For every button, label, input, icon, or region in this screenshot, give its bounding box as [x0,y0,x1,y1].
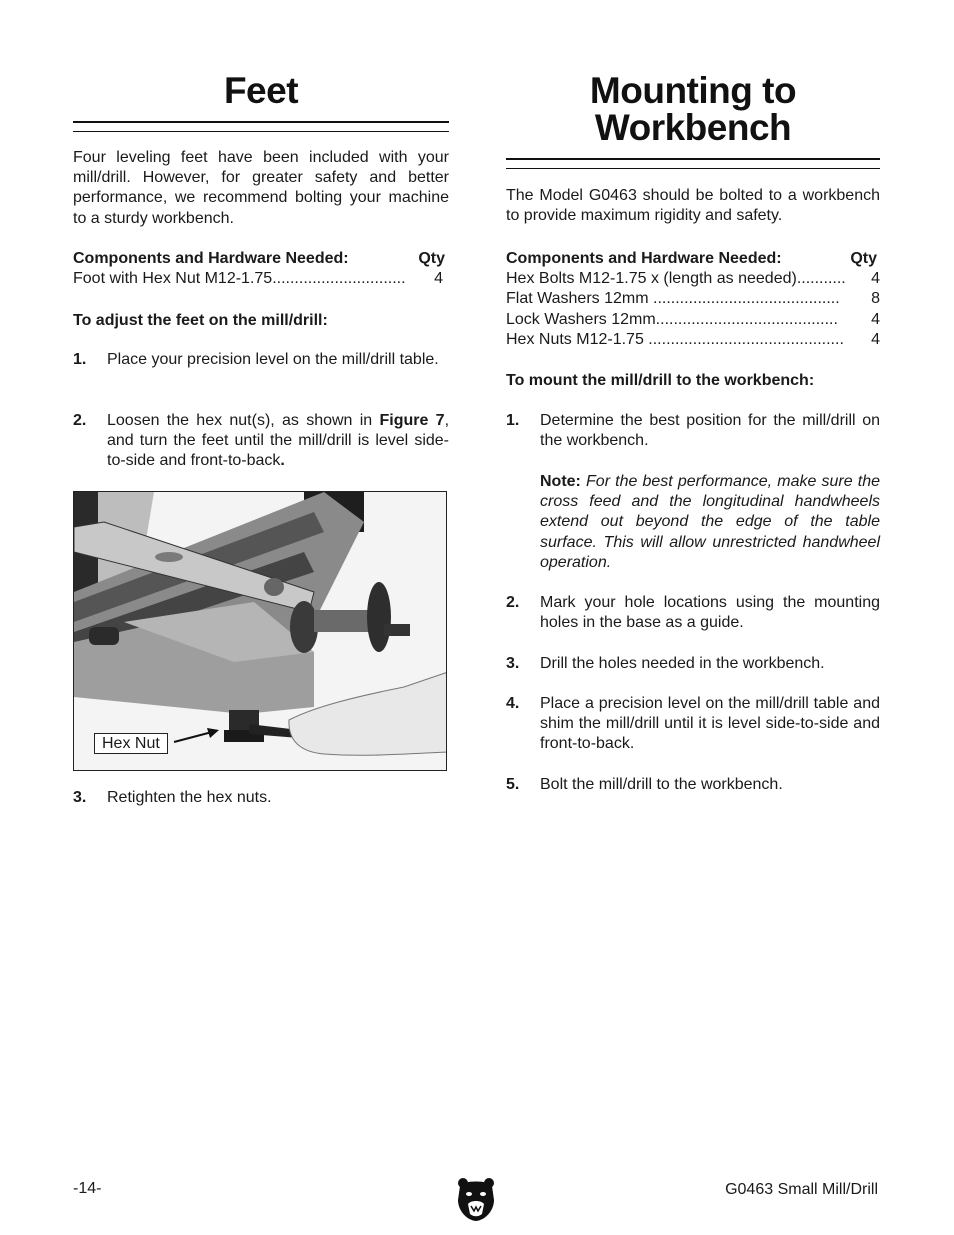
component-row [73,269,449,289]
note-label: Note: [540,473,581,490]
step-number: 5. [506,776,520,793]
step-text: Place your precision level on the mill/drill table. [107,351,439,368]
hex-nut-callout: Hex Nut [94,733,168,754]
feet-intro: Four leveling feet have been included with your mill/drill. However, for greater safety and better performance, we recommend bolting your machine to a sturdy workbench. [73,149,449,227]
component-row [506,269,880,289]
component-qty: 4 [871,330,880,348]
component-qty: 8 [871,290,880,308]
feet-procedure-header: To adjust the feet on the mill/drill: [73,312,328,329]
step-text: Bolt the mill/drill to the workbench. [540,776,783,793]
component-row [506,289,880,309]
feet-components-table [73,249,449,289]
title-rule [73,121,449,132]
feet-step-1 [73,350,449,370]
components-header-row [73,249,449,269]
component-name: Hex Bolts M12-1.75 x (length as needed)........... [506,270,846,288]
page-number: -14- [73,1180,102,1197]
components-header-row [506,249,880,269]
mounting-step-5 [506,775,880,795]
components-header: Components and Hardware Needed: [506,250,782,267]
title-rule [506,158,880,169]
step-text: Retighten the hex nuts. [107,789,272,806]
component-qty: 4 [871,310,880,328]
mounting-step-4 [506,694,880,755]
step-text: Drill the holes needed in the workbench. [540,655,825,672]
step-text: Place a precision level on the mill/drill table and shim the mill/drill until it is level side-to-side and front-to-back. [540,695,880,753]
mounting-components-table [506,249,880,350]
component-row [506,330,880,350]
note-text: Note: For the best performance, make sure the cross feed and the longitudinal handwheels extend out beyond the edge of the table surface. This will allow unrestricted handwheel operation. [540,473,880,571]
component-name: Flat Washers 12mm .......................................... [506,290,840,308]
title-line-2: Workbench [594,107,792,148]
step-number: 2. [73,412,87,429]
step-text: Mark your hole locations using the mounting holes in the base as a guide. [540,594,880,632]
component-name: Hex Nuts M12-1.75 ............................................ [506,330,844,348]
component-qty: 4 [434,270,443,288]
title-line-1: Mounting to [589,70,797,111]
qty-header: Qty [418,250,445,267]
feet-step-3 [73,788,449,808]
step-number: 1. [506,412,520,429]
mounting-procedure-header: To mount the mill/drill to the workbench: [506,372,815,389]
mounting-step-3 [506,654,880,674]
mounting-step-2 [506,593,880,633]
mounting-title [506,72,880,146]
step-number: 1. [73,351,87,368]
step-text: Loosen the hex nut(s), as shown in Figure 7, and turn the feet until the mill/drill is level side-to-side and front-to-back. [107,412,450,470]
step-text: Determine the best position for the mill/drill on the workbench. [540,412,880,450]
component-name: Lock Washers 12mm......................................... [506,310,838,328]
step-number: 2. [506,594,520,611]
component-name: Foot with Hex Nut M12-1.75.............................. [73,270,406,288]
qty-header: Qty [850,250,877,267]
feet-step-2 [73,411,449,472]
mounting-step-1 [506,411,880,451]
model-name: G0463 Small Mill/Drill [725,1181,878,1198]
bear-head-logo-icon [456,1176,496,1222]
figure-7-photo [73,491,447,771]
figure-reference: Figure 7 [379,412,445,429]
step-number: 3. [506,655,520,672]
feet-title: Feet [223,70,299,111]
mounting-intro: The Model G0463 should be bolted to a workbench to provide maximum rigidity and safety. [506,187,880,225]
step-number: 4. [506,695,520,712]
components-header: Components and Hardware Needed: [73,250,349,267]
component-qty: 4 [871,270,880,288]
mill-drill-feet-illustration [74,492,447,771]
component-row [506,310,880,330]
step-number: 3. [73,789,87,806]
mounting-note [506,472,880,573]
